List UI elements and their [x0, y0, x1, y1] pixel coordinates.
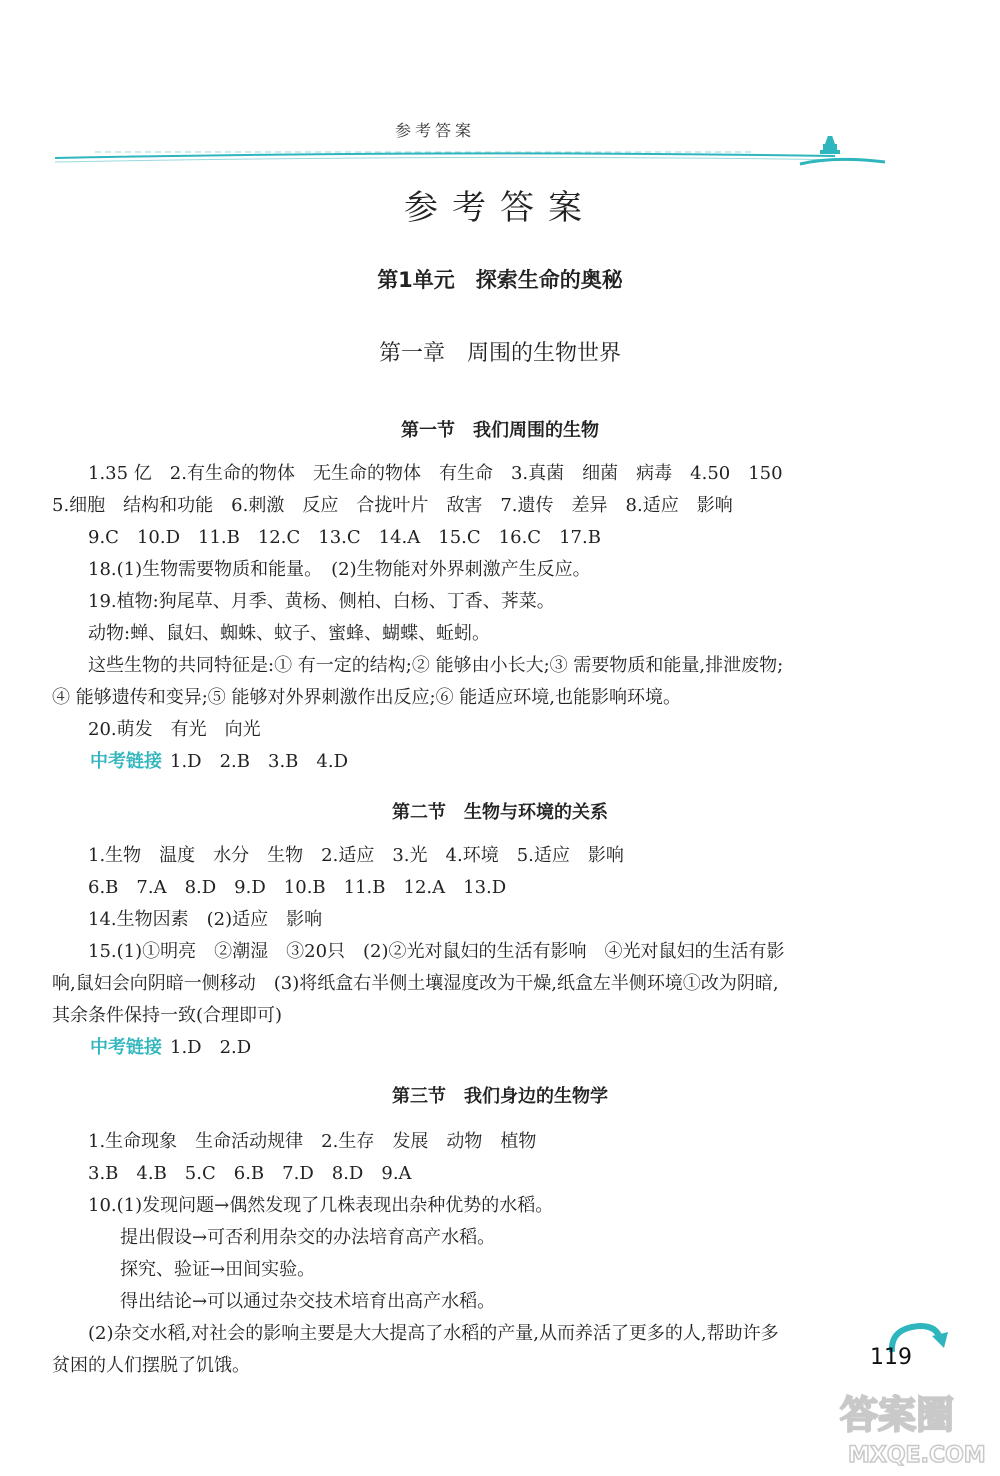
- answer-line: 15.(1)①明亮 ②潮湿 ③20只 (2)②光对鼠妇的生活有影响 ④光对鼠妇的生活有影: [88, 941, 785, 962]
- page-title: 参考答案: [404, 188, 596, 228]
- unit-heading: 第1单元 探索生命的奥秘: [377, 268, 623, 292]
- section-heading: 第一节 我们周围的生物: [401, 420, 599, 441]
- answer-line: (2)杂交水稻,对社会的影响主要是大大提高了水稻的产量,从而养活了更多的人,帮助许多: [88, 1323, 779, 1344]
- chapter-heading: 第一章 周围的生物世界: [378, 341, 621, 366]
- answer-line: 这些生物的共同特征是:① 有一定的结构;② 能够由小长大;③ 需要物质和能量,排泄废物;: [88, 655, 784, 676]
- answer-line: 得出结论→可以通过杂交技术培育出高产水稻。: [120, 1291, 496, 1312]
- answer-line: ④ 能够遗传和变异;⑤ 能够对外界刺激作出反应;⑥ 能适应环境,也能影响环境。: [52, 687, 682, 708]
- answer-line: 9.C 10.D 11.B 12.C 13.C 14.A 15.C 16.C 17.B: [88, 527, 601, 548]
- exam-link-label: 中考链接: [90, 751, 162, 772]
- answer-line: 动物:蝉、鼠妇、蜘蛛、蚊子、蜜蜂、蝴蝶、蚯蚓。: [88, 623, 491, 644]
- answer-line: 3.B 4.B 5.C 6.B 7.D 8.D 9.A: [88, 1163, 412, 1184]
- svg-text:MXQE.COM: MXQE.COM: [848, 1443, 986, 1468]
- exam-link-label: 中考链接: [90, 1037, 162, 1058]
- exam-link-row: [90, 750, 348, 774]
- answer-line: 19.植物:狗尾草、月季、黄杨、侧柏、白杨、丁香、荠菜。: [88, 591, 555, 612]
- exam-link-row: [90, 1036, 251, 1060]
- answer-line: 响,鼠妇会向阴暗一侧移动 (3)将纸盒右半侧土壤湿度改为干燥,纸盒左半侧环境①改为阴暗,: [52, 973, 779, 994]
- answer-line: 10.(1)发现问题→偶然发现了几株表现出杂种优势的水稻。: [88, 1195, 554, 1216]
- answer-line: 探究、验证→田间实验。: [120, 1259, 316, 1280]
- section-heading: 第三节 我们身边的生物学: [392, 1086, 608, 1107]
- exam-link-answers: 1.D 2.D: [170, 1037, 252, 1058]
- answer-line: 1.35 亿 2.有生命的物体 无生命的物体 有生命 3.真菌 细菌 病毒 4.50 150: [88, 463, 783, 484]
- exam-link-answers: 1.D 2.B 3.B 4.D: [170, 751, 349, 772]
- answer-line: 18.(1)生物需要物质和能量。 (2)生物能对外界刺激产生反应。: [88, 559, 591, 580]
- answer-line: 提出假设→可否利用杂交的办法培育高产水稻。: [120, 1227, 496, 1248]
- answer-line: 贫困的人们摆脱了饥饿。: [52, 1355, 250, 1376]
- answer-line: 6.B 7.A 8.D 9.D 10.B 11.B 12.A 13.D: [88, 877, 507, 898]
- svg-text:答案圈: 答案圈: [840, 1393, 955, 1437]
- header-decoration: [55, 136, 905, 176]
- answer-line: 1.生物 温度 水分 生物 2.适应 3.光 4.环境 5.适应 影响: [88, 845, 624, 866]
- section-heading: 第二节 生物与环境的关系: [392, 802, 608, 823]
- answer-line: 其余条件保持一致(合理即可): [52, 1005, 283, 1026]
- page-number: 119: [870, 1345, 912, 1370]
- answer-line: 20.萌发 有光 向光: [88, 719, 261, 740]
- answer-line: 5.细胞 结构和功能 6.刺激 反应 合拢叶片 敌害 7.遗传 差异 8.适应 影响: [52, 495, 733, 516]
- watermark-logo: [830, 1380, 995, 1470]
- running-header-title: 参考答案: [395, 121, 476, 140]
- answer-line: 1.生命现象 生命活动规律 2.生存 发展 动物 植物: [88, 1131, 537, 1152]
- answer-line: 14.生物因素 (2)适应 影响: [88, 909, 323, 930]
